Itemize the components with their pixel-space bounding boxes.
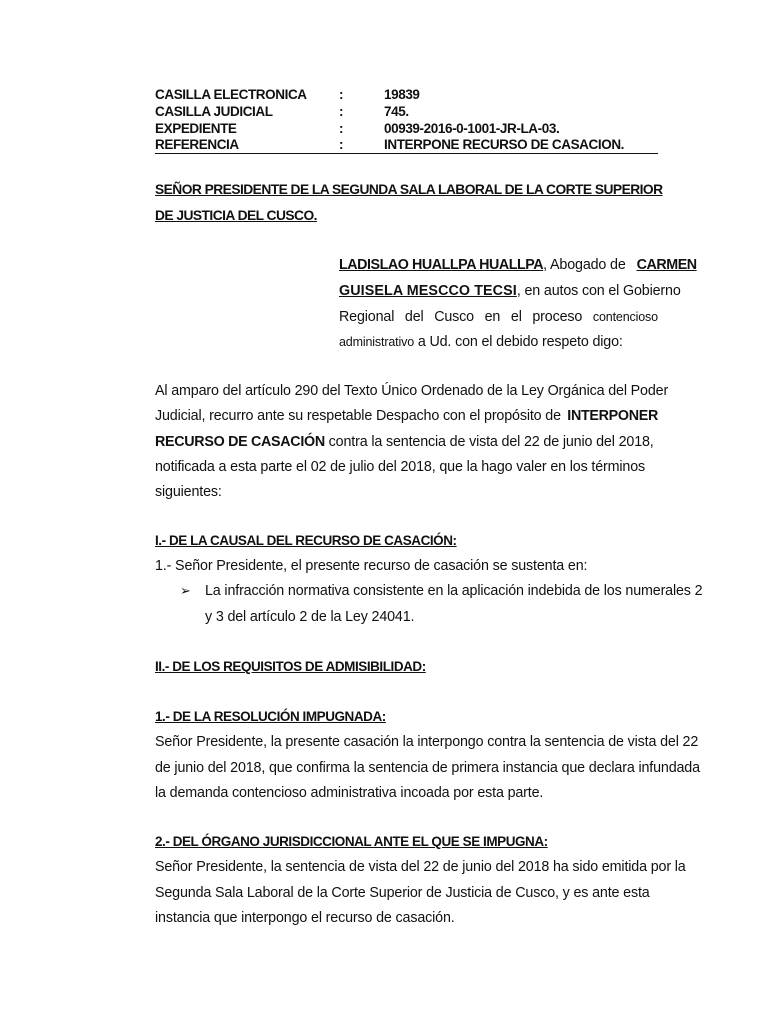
subsection-1-line-2: de junio del 2018, que confirma la sentencia de primera instancia que declara infundada [155, 760, 700, 776]
header-value: INTERPONE RECURSO DE CASACION. [384, 137, 625, 152]
header-key: CASILLA ELECTRONICA [155, 87, 307, 102]
header-key: REFERENCIA [155, 137, 239, 152]
section-1-title: I.- DE LA CAUSAL DEL RECURSO DE CASACIÓN: [155, 533, 457, 548]
header-sep: : [339, 104, 344, 119]
header-key: CASILLA JUDICIAL [155, 104, 273, 119]
body-line-3: RECURSO DE CASACIÓN contra la sentencia de vista del 22 de junio del 2018, [155, 434, 654, 450]
body-line-2: Judicial, recurro ante su respetable Despacho con el propósito de INTERPONER [155, 408, 658, 424]
bullet-line-1: La infracción normativa consistente en la aplicación indebida de los numerales 2 [205, 583, 703, 599]
section-1-line-1: 1.- Señor Presidente, el presente recurso de casación se sustenta en: [155, 558, 588, 574]
header-sep: : [339, 137, 344, 152]
section-2-title: II.- DE LOS REQUISITOS DE ADMISIBILIDAD: [155, 659, 426, 674]
header-row-casilla-electronica [155, 86, 658, 103]
subsection-1-line-3: la demanda contencioso administrativa incoada por esta parte. [155, 785, 544, 801]
subsection-2-line-1: Señor Presidente, la sentencia de vista del 22 de junio del 2018 ha sido emitida por la [155, 859, 686, 875]
bullet-line-2: y 3 del artículo 2 de la Ley 24041. [205, 609, 415, 625]
header-value: 19839 [384, 87, 420, 102]
arrow-bullet-icon: ➢ [180, 583, 191, 598]
client-name-part-2: GUISELA MESCCO TECSI [339, 283, 517, 299]
header-value: 00939-2016-0-1001-JR-LA-03. [384, 121, 560, 136]
intro-line-2: GUISELA MESCCO TECSI, en autos con el Gobierno [339, 283, 681, 299]
header-row-casilla-judicial [155, 103, 658, 120]
subsection-2-title: 2.- DEL ÓRGANO JURISDICCIONAL ANTE EL QUE SE IMPUGNA: [155, 834, 548, 849]
subsection-2-line-3: instancia que interpongo el recurso de casación. [155, 910, 455, 926]
lawyer-name: LADISLAO HUALLPA HUALLPA [339, 257, 544, 273]
intro-line-4: administrativo a Ud. con el debido respeto digo: [339, 334, 623, 350]
body-line-5: siguientes: [155, 484, 222, 500]
client-name-part-1: CARMEN [636, 257, 697, 273]
header-divider [155, 153, 658, 154]
header-sep: : [339, 87, 344, 102]
header-sep: : [339, 121, 344, 136]
header-key: EXPEDIENTE [155, 121, 237, 136]
subsection-2-line-2: Segunda Sala Laboral de la Corte Superior de Justicia de Cusco, y es ante esta [155, 885, 650, 901]
subsection-1-title: 1.- DE LA RESOLUCIÓN IMPUGNADA: [155, 709, 386, 724]
subsection-1-line-1: Señor Presidente, la presente casación la interpongo contra la sentencia de vista del 22 [155, 734, 699, 750]
addressee-line-2: DE JUSTICIA DEL CUSCO. [155, 208, 317, 223]
addressee-line-1: SEÑOR PRESIDENTE DE LA SEGUNDA SALA LABORAL DE LA CORTE SUPERIOR [155, 182, 663, 197]
header-row-expediente [155, 120, 658, 137]
header-row-referencia [155, 136, 658, 153]
intro-line-1: LADISLAO HUALLPA HUALLPA, Abogado de CARMEN [339, 257, 697, 273]
intro-line-3: Regional del Cusco en el proceso contencioso [339, 309, 658, 325]
body-line-1: Al amparo del artículo 290 del Texto Único Ordenado de la Ley Orgánica del Poder [155, 383, 669, 399]
body-line-4: notificada a esta parte el 02 de julio del 2018, que la hago valer en los términos [155, 459, 646, 475]
header-value: 745. [384, 104, 409, 119]
